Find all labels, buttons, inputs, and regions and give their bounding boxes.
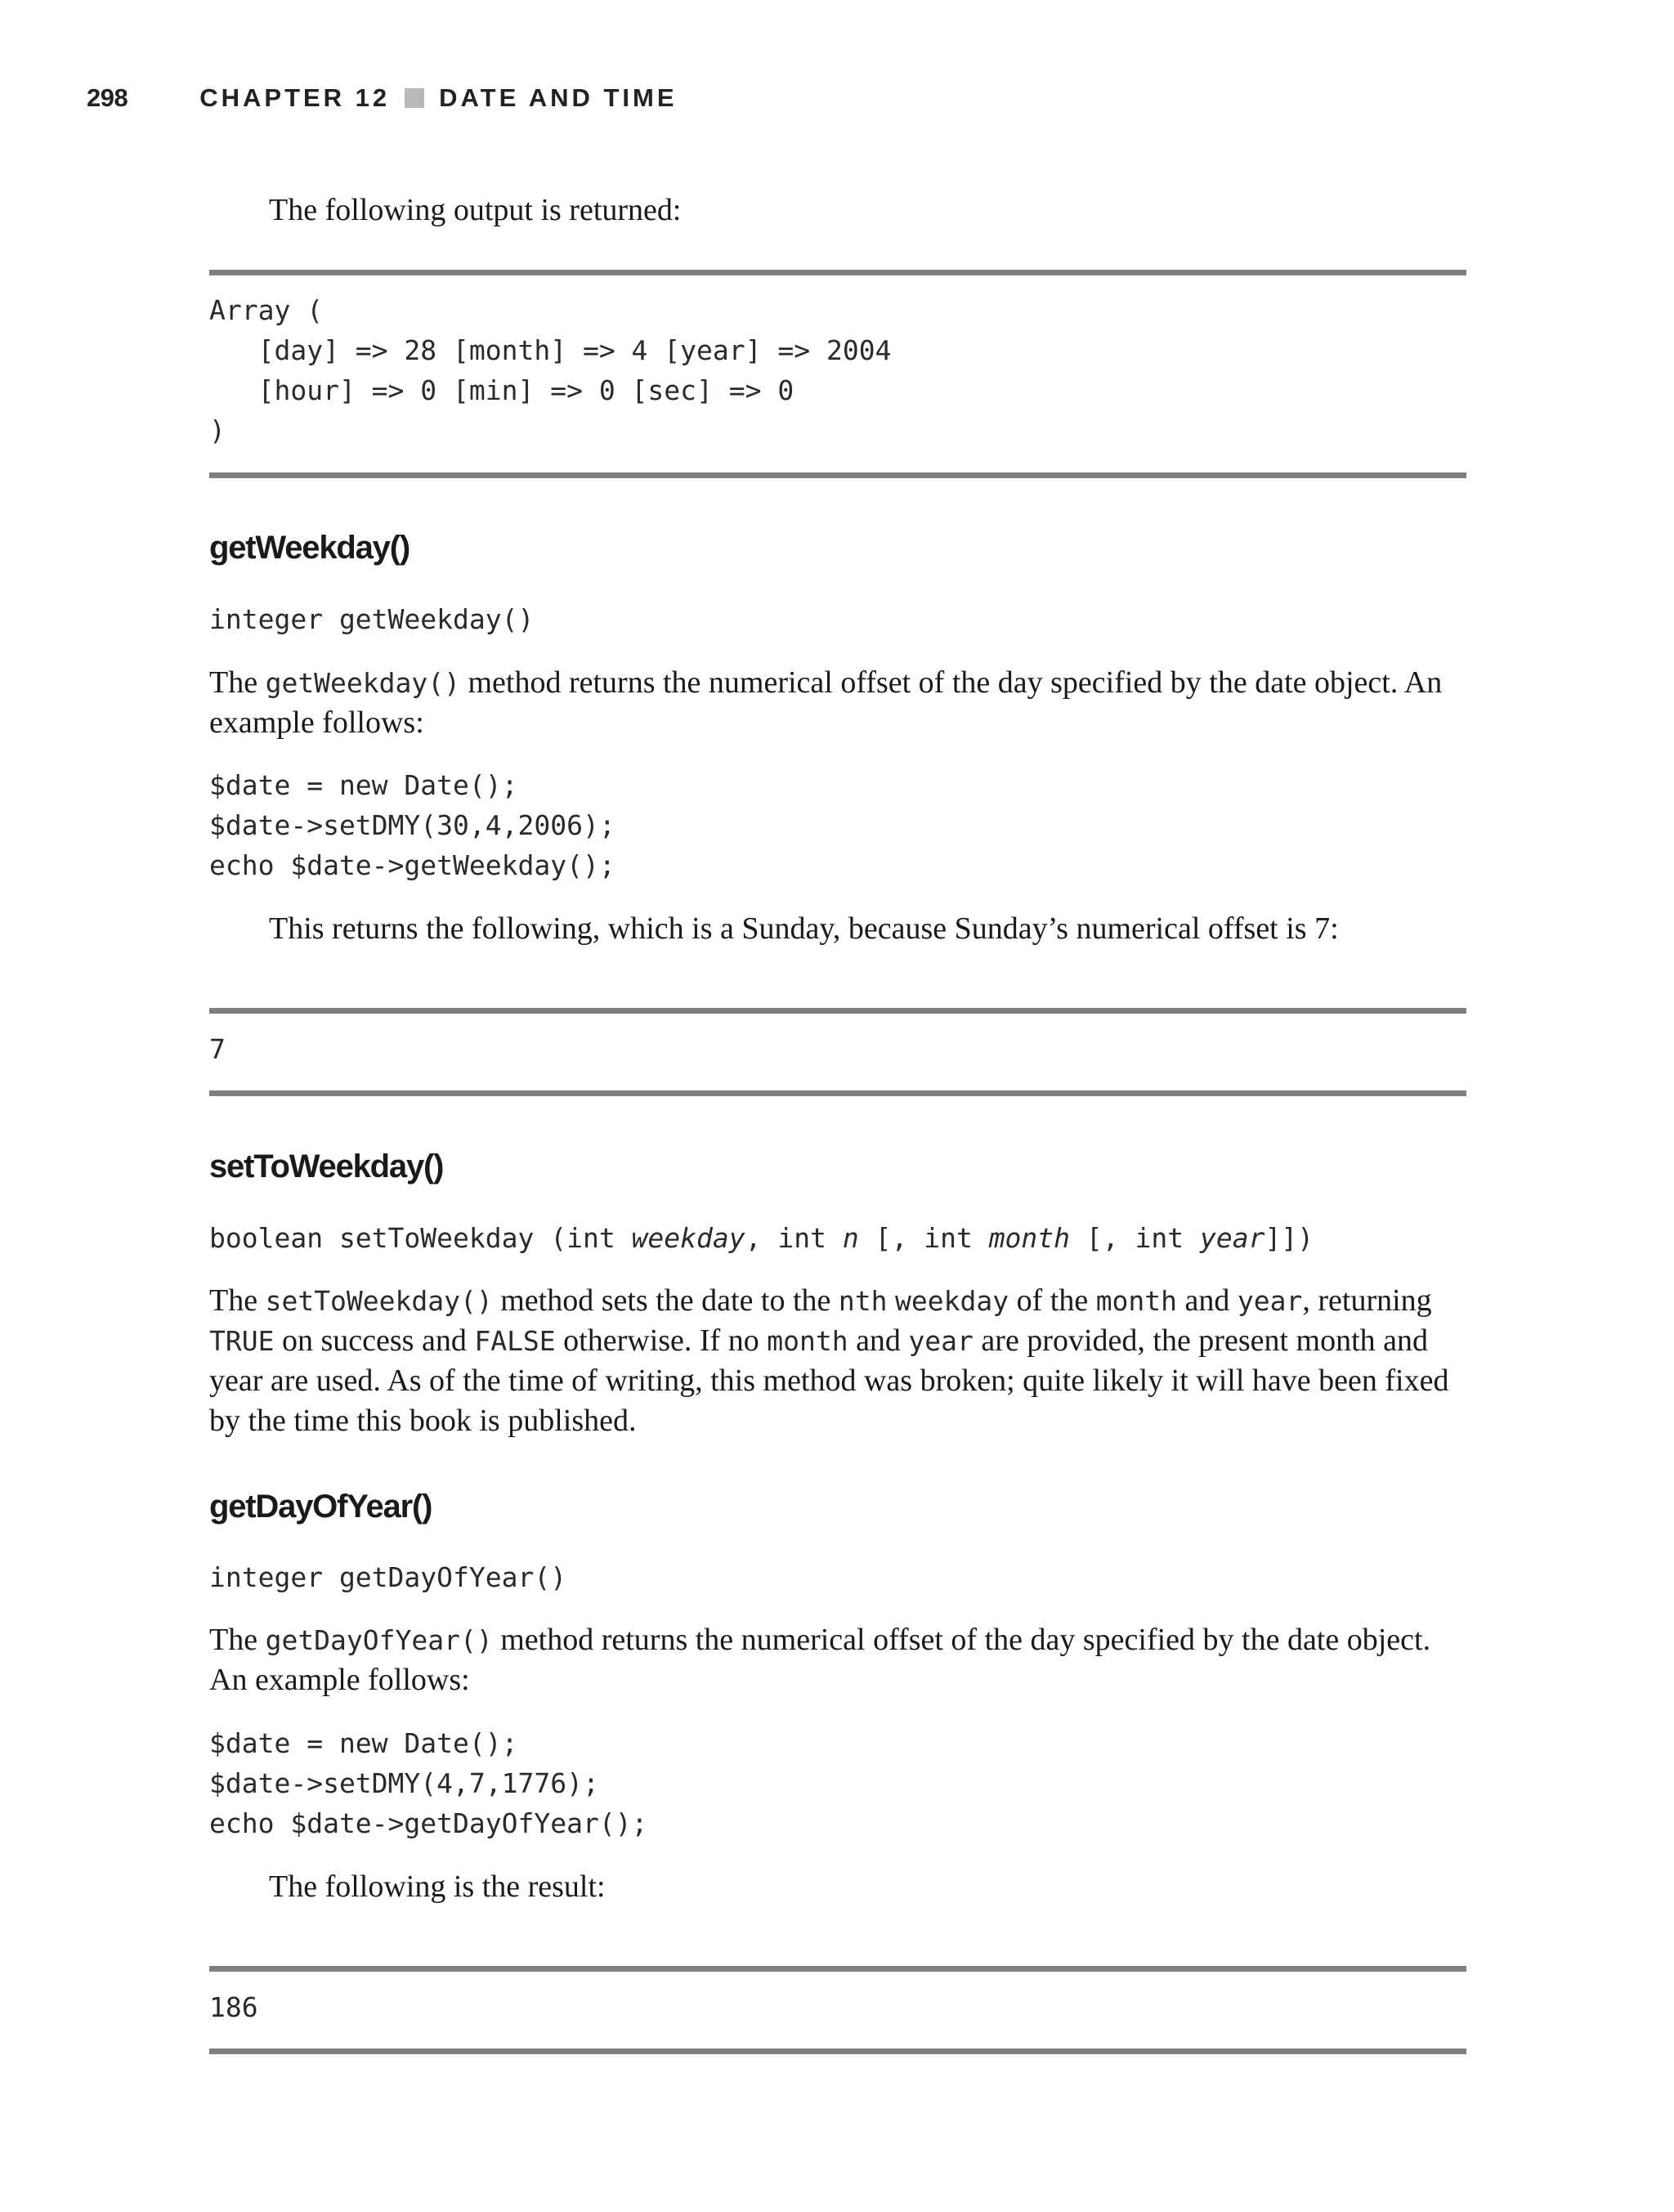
- signature-getdayofyear: integer getDayOfYear(): [209, 1561, 567, 1593]
- result-bottom-rule: [209, 1090, 1466, 1096]
- chapter-title: [199, 83, 677, 113]
- square-separator-icon: [405, 88, 424, 108]
- chapter-label: CHAPTER 12: [199, 83, 391, 112]
- signature-settoweekday: boolean setToWeekday (int weekday, int n [, int month [, int year]]): [209, 1222, 1314, 1254]
- inline-code: getWeekday(): [265, 667, 460, 699]
- section-heading-getdayofyear: getDayOfYear(): [209, 1489, 432, 1525]
- signature-getweekday: integer getWeekday(): [209, 603, 535, 635]
- result-lead-getdayofyear: The following is the result:: [269, 1869, 606, 1904]
- section-heading-getweekday: getWeekday(): [209, 530, 410, 566]
- result-top-rule: [209, 1966, 1466, 1972]
- running-head: [87, 80, 678, 116]
- chapter-topic: DATE AND TIME: [439, 83, 678, 112]
- example-code-getdayofyear: $date = new Date(); $date->setDMY(4,7,1776); echo $date->getDayOfYear();: [209, 1727, 648, 1839]
- description-getdayofyear: The getDayOfYear() method returns the numerical offset of the day specified by the date object. An example follows:: [209, 1623, 1431, 1697]
- result-code-getweekday: 7: [209, 1033, 226, 1065]
- description-settoweekday: The setToWeekday() method sets the date to the nth weekday of the month and year, returning TRUE on success and FALSE otherwise. If no month and year are provided, the present month and year are used. As of the time of writing, this method was broken; quite likely it will have been fixed by the time this book is published.: [209, 1283, 1449, 1438]
- section-heading-settoweekday: setToWeekday(): [209, 1149, 444, 1184]
- code-block-bottom-rule: [209, 472, 1466, 478]
- result-code-getdayofyear: 186: [209, 1991, 258, 2023]
- code-block-top-rule: [209, 270, 1466, 275]
- result-top-rule: [209, 1008, 1466, 1014]
- output-lead-paragraph: The following output is returned:: [269, 193, 682, 227]
- result-bottom-rule: [209, 2049, 1466, 2054]
- example-code-getweekday: $date = new Date(); $date->setDMY(30,4,2006); echo $date->getWeekday();: [209, 769, 615, 881]
- inline-code: getDayOfYear(): [265, 1624, 493, 1656]
- output-code-block: Array ( [day] => 28 [month] => 4 [year] => 2004 [hour] => 0 [min] => 0 [sec] => 0 ): [209, 294, 892, 446]
- description-getweekday: The getWeekday() method returns the numerical offset of the day specified by the date object. An example follows:: [209, 665, 1443, 740]
- page-number: 298: [87, 83, 128, 112]
- result-lead-getweekday: This returns the following, which is a Sunday, because Sunday’s numerical offset is 7:: [269, 911, 1339, 946]
